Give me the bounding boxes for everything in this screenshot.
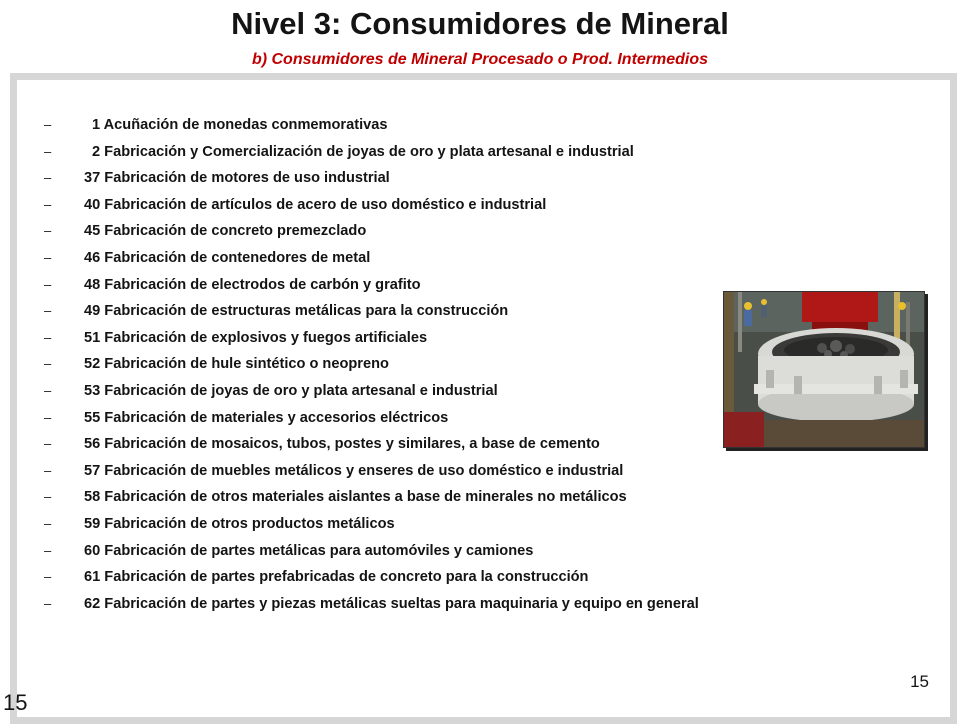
list-item	[44, 192, 699, 219]
list-item-text: 62 Fabricación de partes y piezas metálicas sueltas para maquinaria y equipo en general	[84, 595, 699, 612]
list-item-text: 46 Fabricación de contenedores de metal	[84, 249, 371, 266]
bullet-dash: –	[44, 249, 52, 265]
list-item-text: 53 Fabricación de joyas de oro y plata artesanal e industrial	[84, 382, 498, 399]
bullet-dash: –	[44, 117, 52, 132]
list-item-text: 55 Fabricación de materiales y accesorios eléctricos	[84, 409, 449, 426]
crusher-photo-illustration	[724, 292, 924, 447]
activity-list	[44, 112, 699, 617]
list-item-text: 61 Fabricación de partes prefabricadas de concreto para la construcción	[84, 569, 589, 586]
bullet-dash: –	[44, 382, 52, 398]
bullet-dash: –	[44, 542, 52, 558]
bullet-dash: –	[44, 223, 52, 239]
list-item-text: 45 Fabricación de concreto premezclado	[84, 223, 367, 240]
list-item	[44, 112, 699, 139]
list-item-text: 37 Fabricación de motores de uso industrial	[84, 170, 390, 187]
list-item-text: 1 Acuñación de monedas conmemorativas	[92, 117, 388, 133]
slide-number: 15	[910, 672, 929, 691]
list-item	[44, 458, 699, 485]
list-item-text: 49 Fabricación de estructuras metálicas para la construcción	[84, 303, 509, 320]
bullet-dash: –	[44, 170, 52, 186]
list-item	[44, 511, 699, 538]
industrial-crusher-photo	[723, 291, 925, 448]
list-item-text: 56 Fabricación de mosaicos, tubos, postes y similares, a base de cemento	[84, 436, 600, 453]
list-item-text: 52 Fabricación de hule sintético o neopreno	[84, 356, 389, 373]
list-item-text: 40 Fabricación de artículos de acero de uso doméstico e industrial	[84, 196, 547, 213]
list-item	[44, 431, 699, 458]
bullet-dash: –	[44, 569, 52, 585]
list-item	[44, 591, 699, 618]
list-item-text: 57 Fabricación de muebles metálicos y enseres de uso doméstico e industrial	[84, 462, 624, 479]
bullet-dash: –	[44, 303, 52, 319]
list-item-text: 2 Fabricación y Comercialización de joyas de oro y plata artesanal e industrial	[92, 143, 634, 160]
list-item	[44, 325, 699, 352]
list-item-text: 58 Fabricación de otros materiales aislantes a base de minerales no metálicos	[84, 489, 627, 506]
bullet-dash: –	[44, 196, 52, 212]
slide-title: Nivel 3: Consumidores de Mineral	[231, 6, 729, 41]
bullet-dash: –	[44, 436, 52, 452]
list-item-text: 48 Fabricación de electrodos de carbón y grafito	[84, 276, 421, 293]
bullet-dash: –	[44, 329, 52, 345]
list-item-text: 51 Fabricación de explosivos y fuegos artificiales	[84, 329, 428, 346]
list-item-text: 59 Fabricación de otros productos metálicos	[84, 515, 395, 532]
list-item	[44, 165, 699, 192]
bullet-dash: –	[44, 276, 52, 292]
bullet-dash: –	[44, 409, 52, 425]
list-item	[44, 139, 699, 166]
list-item	[44, 564, 699, 591]
list-item	[44, 245, 699, 272]
slide-subtitle: b) Consumidores de Mineral Procesado o Prod. Intermedios	[251, 51, 709, 68]
list-item	[44, 405, 699, 432]
bullet-dash: –	[44, 515, 52, 531]
list-item	[44, 484, 699, 511]
bullet-dash: –	[44, 143, 52, 159]
list-item	[44, 272, 699, 299]
bullet-dash: –	[44, 462, 52, 478]
bullet-dash: –	[44, 595, 52, 611]
list-item	[44, 351, 699, 378]
list-item	[44, 378, 699, 405]
list-item	[44, 298, 699, 325]
bullet-dash: –	[44, 356, 52, 372]
list-item-text: 60 Fabricación de partes metálicas para automóviles y camiones	[84, 542, 534, 559]
bullet-dash: –	[44, 489, 52, 505]
list-item	[44, 538, 699, 565]
list-item	[44, 218, 699, 245]
slide-number-footer: 15	[3, 690, 28, 715]
